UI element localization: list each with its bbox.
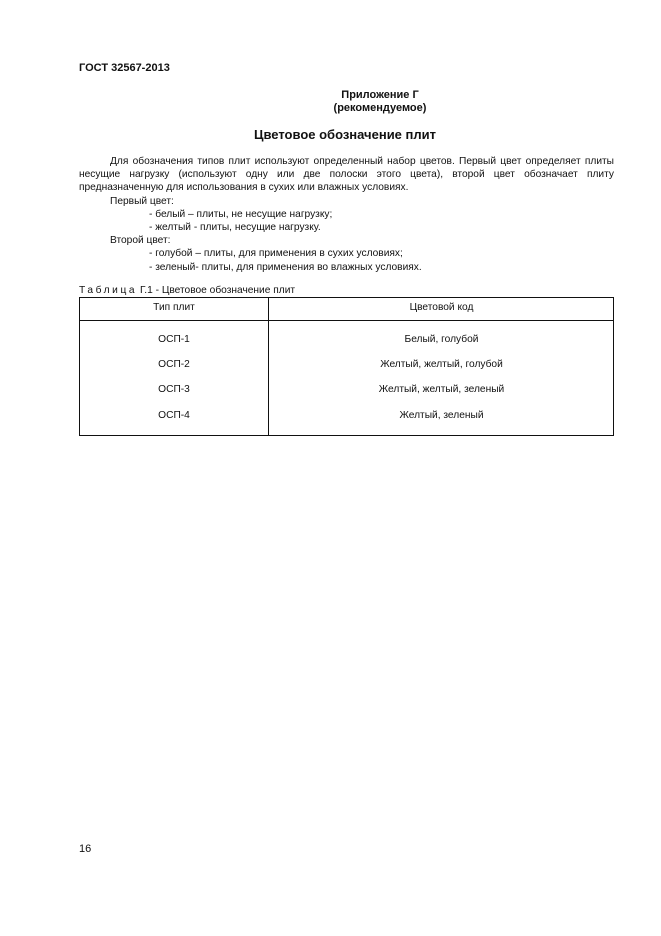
section-title: Цветовое обозначение плит <box>253 127 436 142</box>
cell-color-code: Желтый, зеленый <box>399 410 484 421</box>
table-row <box>80 334 613 348</box>
list-item: - зеленый- плиты, для применения во влажных условиях. <box>149 261 422 273</box>
column-header-color-code: Цветовой код <box>409 302 474 313</box>
appendix-subtitle: (рекомендуемое) <box>333 102 427 114</box>
intro-paragraph: Для обозначения типов плит используют определенный набор цветов. Первый цвет определяет плиты несущие нагрузку (используют одну или две полоски этого цвета), второй цвет обозначает плиту предназначенную для использования в сухих или влажных условиях. <box>79 156 614 194</box>
table-caption-text: Г.1 - Цветовое обозначение плит <box>140 285 296 296</box>
page-number: 16 <box>79 843 92 855</box>
table-row <box>80 384 613 398</box>
table-row <box>80 359 613 373</box>
header-divider <box>80 320 613 321</box>
cell-type: ОСП-3 <box>158 384 190 395</box>
second-color-label: Второй цвет: <box>110 235 171 247</box>
list-item: - белый – плиты, не несущие нагрузку; <box>149 208 333 220</box>
cell-color-code: Желтый, желтый, зеленый <box>378 384 505 395</box>
table-caption <box>79 285 295 296</box>
first-color-label: Первый цвет: <box>110 195 174 207</box>
list-item: - голубой – плиты, для применения в сухих условиях; <box>149 248 403 260</box>
column-header-type: Тип плит <box>153 302 195 313</box>
table-caption-word: Таблица <box>79 285 138 296</box>
color-code-table <box>79 297 614 436</box>
appendix-heading <box>230 89 530 115</box>
cell-type: ОСП-4 <box>158 410 190 421</box>
cell-color-code: Белый, голубой <box>404 334 479 345</box>
body-text <box>79 155 614 274</box>
cell-color-code: Желтый, желтый, голубой <box>380 359 503 370</box>
appendix-title: Приложение Г <box>341 89 419 101</box>
list-item: - желтый - плиты, несущие нагрузку. <box>149 222 321 234</box>
cell-type: ОСП-1 <box>158 334 190 345</box>
document-code: ГОСТ 32567-2013 <box>79 62 170 74</box>
table-row <box>80 410 613 424</box>
cell-type: ОСП-2 <box>158 359 190 370</box>
